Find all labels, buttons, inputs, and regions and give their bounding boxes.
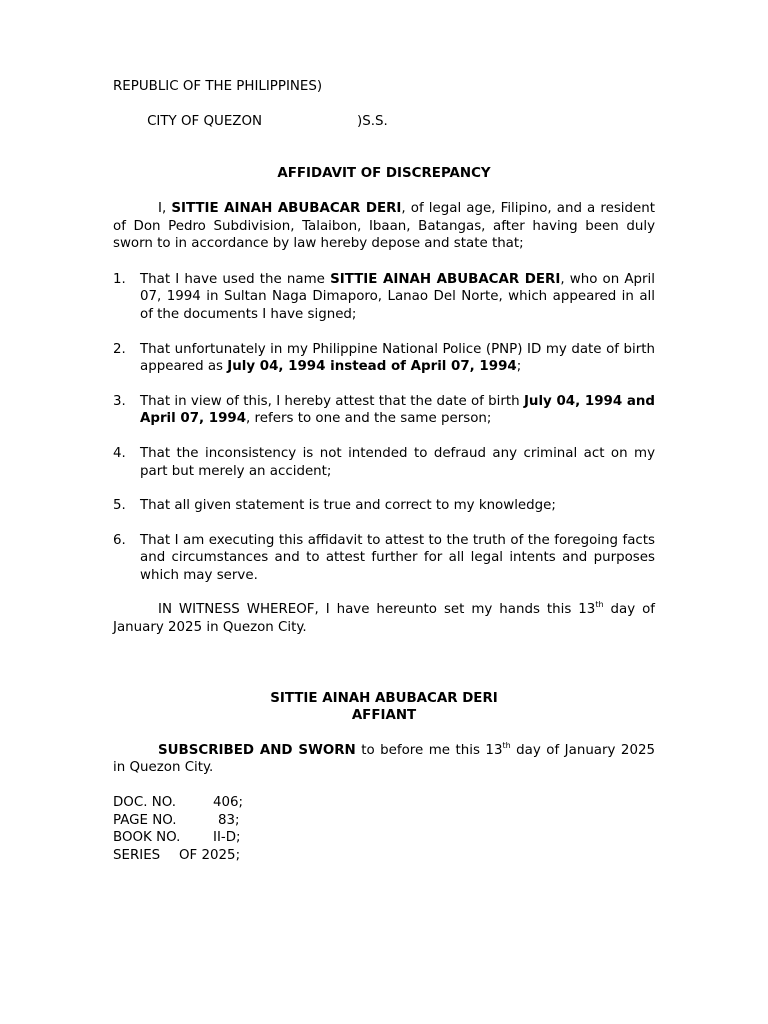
notarial-register [113,794,655,864]
affiant-label: AFFIANT [351,708,417,724]
page-label: PAGE NO. [113,812,177,828]
series-label: SERIES [113,847,161,863]
item-text-end: , refers to one and the same person; [246,411,492,427]
item-number: 3. [113,393,126,409]
intro-paragraph [113,200,655,253]
intro-rest: , of legal age, Filipino, and a resident of Don Pedro Subdivision, Talaibon, Ibaan, Batangas, after having been duly sworn to in accordance by law hereby depose and state that; [113,200,656,252]
venue-header [113,78,655,148]
jurat-text-end: day of January 2025 in Quezon City. [113,742,656,776]
statement-list [113,271,655,585]
item-number: 4. [113,445,126,461]
doc-number-row [113,794,655,812]
item-text-end: ; [516,359,522,375]
witness-paragraph [113,601,655,636]
series-row [113,847,655,865]
page-number-row [113,812,655,830]
jurat-ordinal: th [502,740,511,750]
item-number: 1. [113,271,126,287]
series-value: OF 2025; [179,847,241,863]
witness-text-end: day of January 2025 in Quezon City. [113,602,655,636]
book-number-row [113,829,655,847]
doc-label: DOC. NO. [113,795,176,811]
list-item [113,393,655,428]
intro-prefix: I, [158,200,172,216]
list-item [113,532,655,585]
list-item [113,341,655,376]
affiant-name: SITTIE AINAH ABUBACAR DERI [270,690,498,706]
list-item [113,271,655,324]
header-city: CITY OF QUEZON [147,114,263,130]
header-ss: )S.S. [357,114,388,130]
item-text-end: , who on April 07, 1994 in Sultan Naga Dimaporo, Lanao Del Norte, which appeared in all of the documents I have signed; [140,271,655,322]
header-republic: REPUBLIC OF THE PHILIPPINES) [113,79,323,94]
item-text: That all given statement is true and correct to my knowledge; [140,498,556,514]
item-bold: July 04, 1994 and April 07, 1994 [140,393,655,427]
item-number: 2. [113,341,126,357]
list-item [113,497,655,515]
list-item [113,445,655,480]
item-text: That the inconsistency is not intended to defraud any criminal act on my part but merely an accident; [140,445,655,479]
witness-text: IN WITNESS WHEREOF, I have hereunto set my hands this 13 [158,602,596,618]
item-number: 5. [113,498,126,514]
book-value: II-D; [213,830,241,846]
item-text: That I have used the name [140,271,331,287]
item-text: That in view of this, I hereby attest that the date of birth [140,393,524,409]
affidavit-content [113,78,655,864]
item-bold: July 04, 1994 instead of April 07, 1994 [227,359,517,375]
page-value: 83; [218,812,240,828]
book-label: BOOK NO. [113,830,181,846]
item-text: That I am executing this affidavit to attest to the truth of the foregoing facts and circumstances and to attest further for all legal intents and purposes which may serve. [140,532,655,583]
signature-block [113,690,655,725]
witness-ordinal: th [595,600,604,610]
jurat-text: to before me this 13 [355,742,503,758]
jurat-bold: SUBSCRIBED AND SWORN [158,742,356,758]
header-city-line [113,96,655,149]
intro-name: SITTIE AINAH ABUBACAR DERI [171,200,402,216]
doc-value: 406; [213,795,244,811]
document-title: AFFIDAVIT OF DISCREPANCY [277,166,491,182]
item-text: That unfortunately in my Philippine National Police (PNP) ID my date of birth appeared as [140,341,655,375]
jurat-paragraph [113,742,655,777]
item-bold: SITTIE AINAH ABUBACAR DERI [330,271,561,287]
item-number: 6. [113,532,126,548]
